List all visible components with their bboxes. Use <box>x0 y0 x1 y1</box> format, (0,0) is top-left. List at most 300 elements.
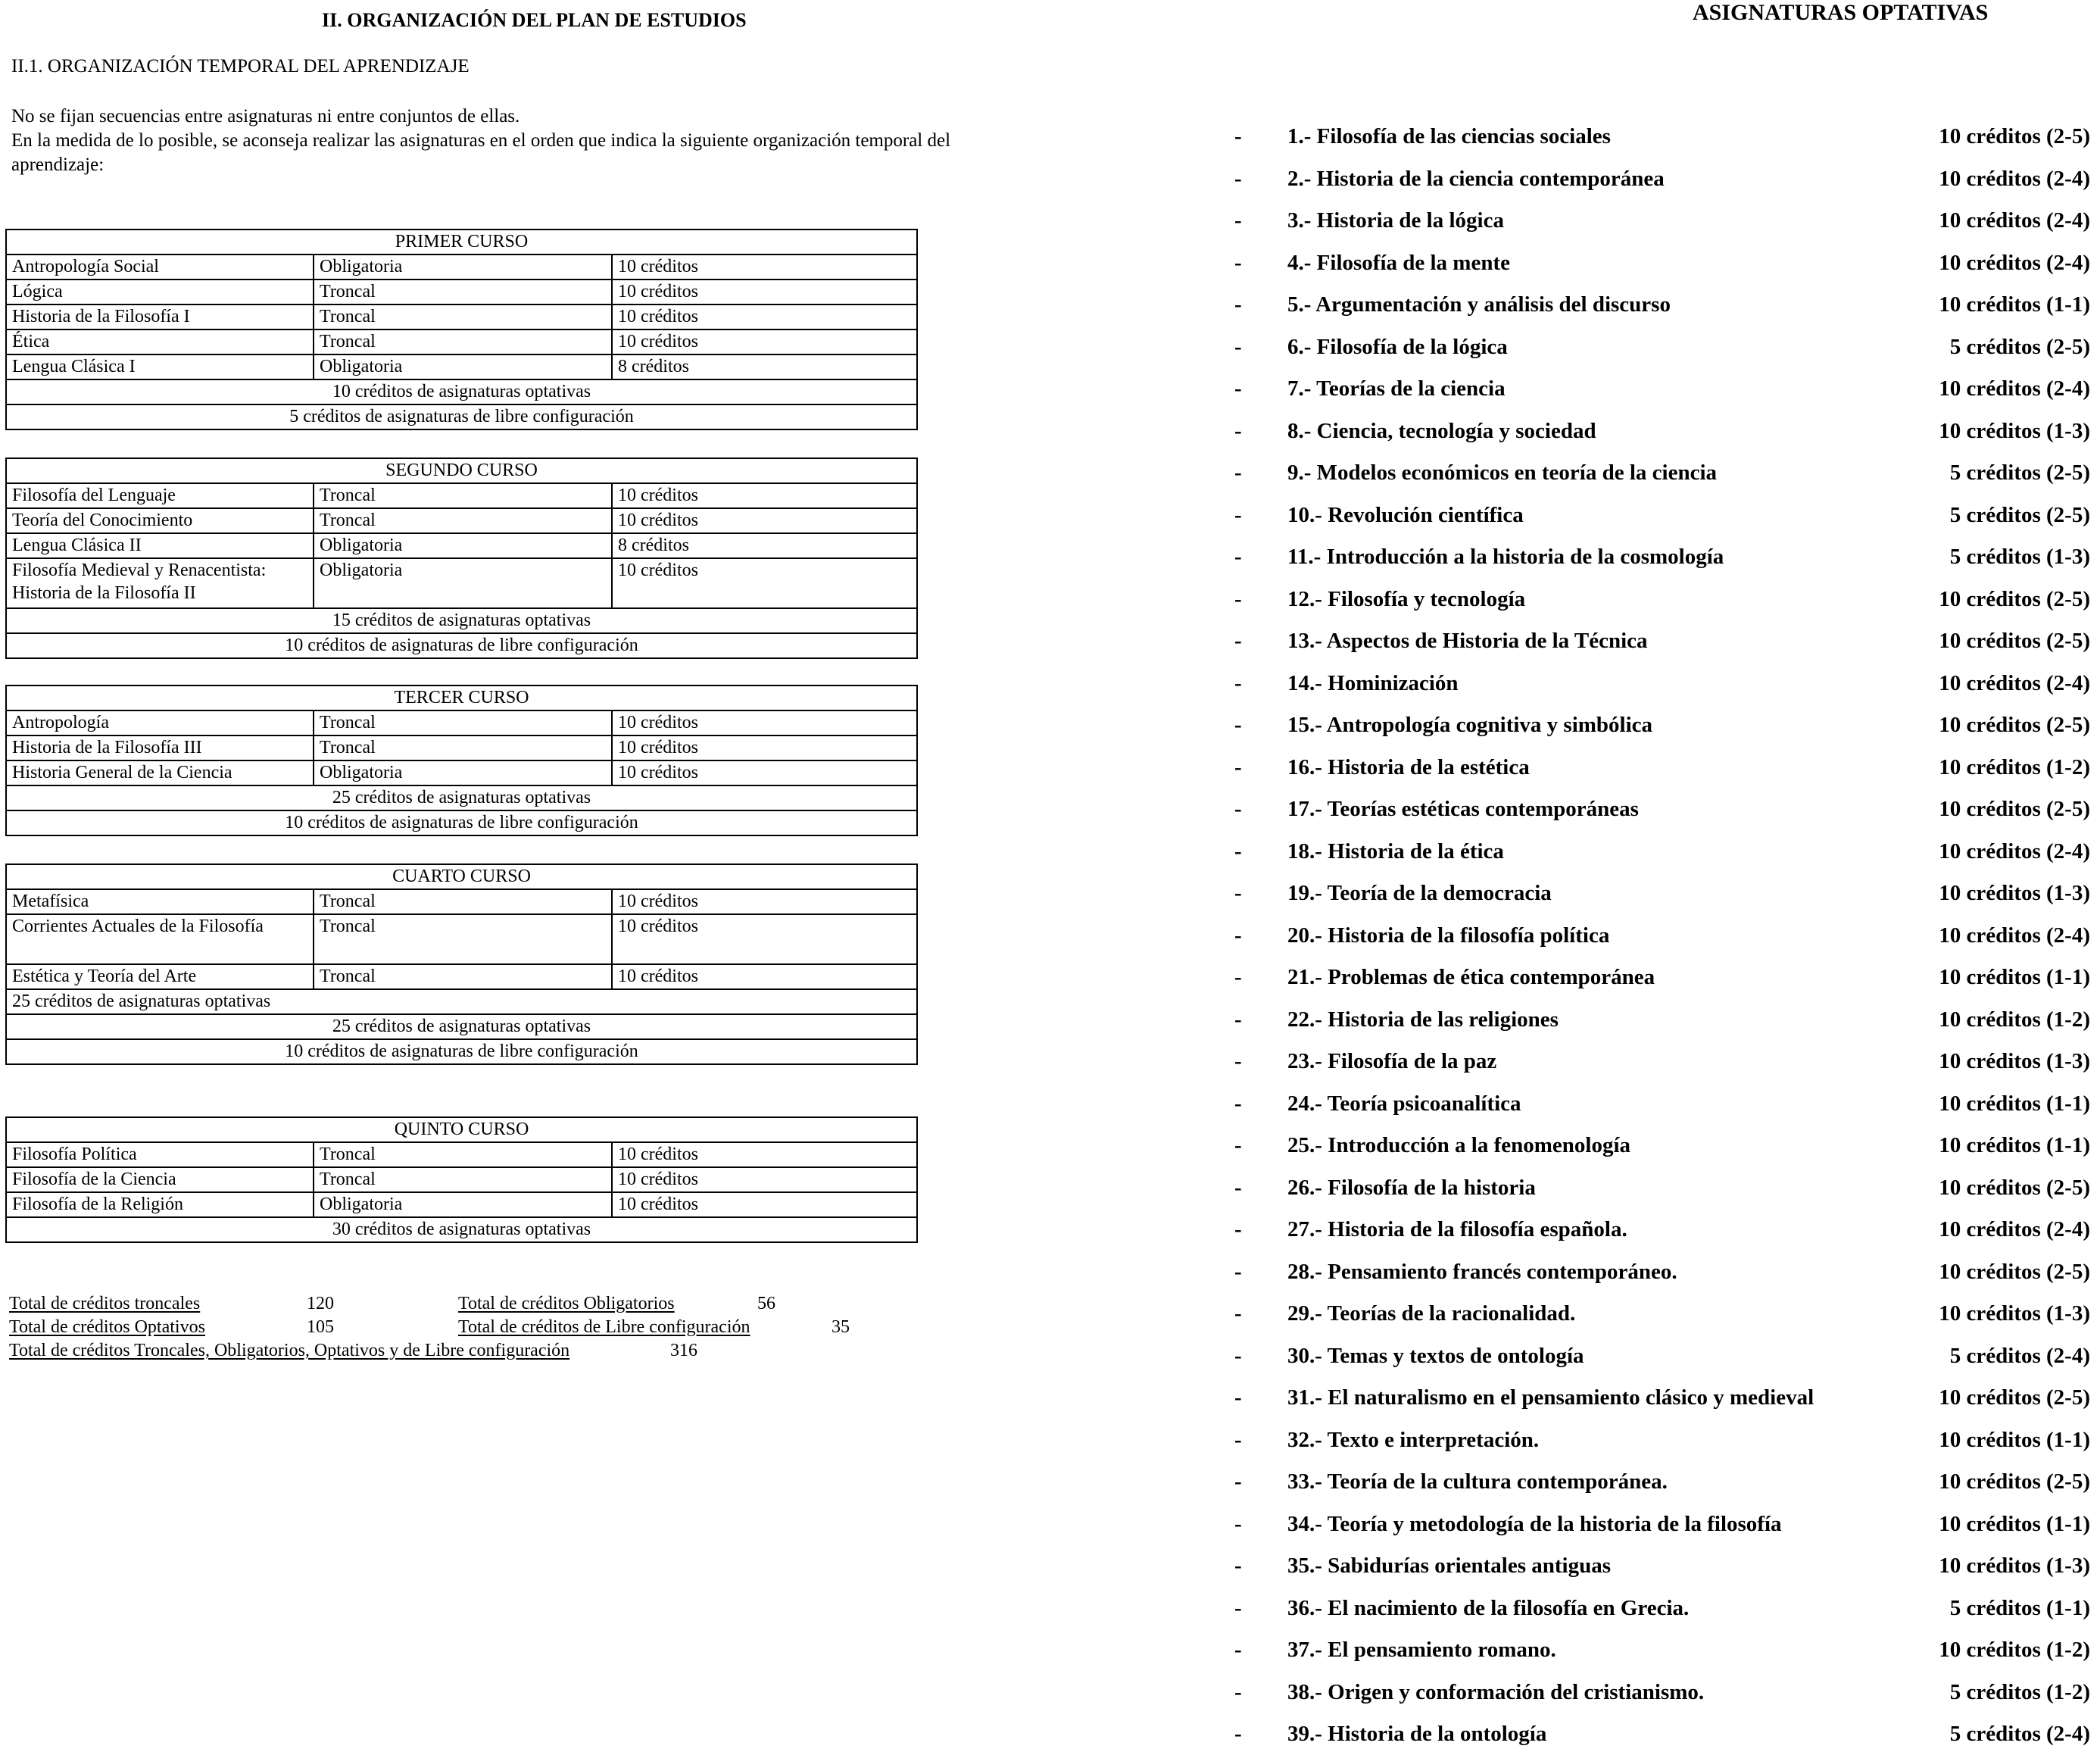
table-row <box>7 304 916 329</box>
course-table-segundo <box>5 458 918 659</box>
optativas-row: 10 créditos de asignaturas optativas <box>7 379 916 404</box>
credits-value: 10 créditos <box>1939 881 2041 905</box>
course-title: PRIMER CURSO <box>395 232 529 251</box>
elective-credits <box>1939 124 2090 149</box>
elective-name <box>1287 376 1506 401</box>
elective-number: 4.- <box>1287 251 1312 275</box>
credits-value: 10 créditos <box>1939 629 2041 653</box>
elective-title: Teorías de la ciencia <box>1316 376 1506 401</box>
credits-value: 10 créditos <box>1939 1049 2041 1073</box>
credits-value: 10 créditos <box>1939 419 2041 443</box>
elective-number: 28.- <box>1287 1260 1322 1284</box>
elective-title: Modelos económicos en teoría de la ciencia <box>1316 461 1718 485</box>
elective-name <box>1287 1176 1536 1201</box>
subject-cell: Teoría del Conocimiento <box>7 509 314 532</box>
elective-number: 20.- <box>1287 923 1322 948</box>
table-row <box>7 1141 916 1166</box>
elective-title: El naturalismo en el pensamiento clásico y medieval <box>1328 1385 1814 1410</box>
course-code: (1-1) <box>2046 1133 2090 1157</box>
optativas-row: 25 créditos de asignaturas optativas <box>7 785 916 810</box>
list-item <box>1234 376 2090 407</box>
elective-number: 16.- <box>1287 755 1322 779</box>
course-code: (2-4) <box>2046 376 2090 401</box>
subject-cell: Ética <box>7 330 314 354</box>
credits-value: 10 créditos <box>1939 376 2041 401</box>
elective-credits <box>1939 629 2090 654</box>
elective-title: Teoría y metodología de la historia de la filosofía <box>1327 1512 1782 1536</box>
type-cell: Obligatoria <box>314 559 613 607</box>
elective-credits <box>1950 1344 2090 1369</box>
elective-name <box>1287 1260 1677 1285</box>
subject-cell: Filosofía de la Ciencia <box>7 1168 314 1191</box>
elective-name <box>1287 1512 1782 1537</box>
type-cell: Troncal <box>314 330 613 354</box>
course-title: QUINTO CURSO <box>394 1120 529 1139</box>
credits-value: 5 créditos <box>1949 1344 2041 1368</box>
list-item <box>1234 839 2090 870</box>
credits-value: 10 créditos <box>1939 755 2041 779</box>
elective-title: Historia de la lógica <box>1316 208 1504 233</box>
course-code: (2-5) <box>2046 1176 2090 1200</box>
elective-credits <box>1939 1638 2090 1663</box>
plan-heading: II. ORGANIZACIÓN DEL PLAN DE ESTUDIOS <box>322 9 747 31</box>
bullet-dash: - <box>1234 965 1242 989</box>
elective-number: 33.- <box>1287 1469 1322 1494</box>
list-item <box>1234 292 2090 323</box>
elective-name <box>1287 1385 1814 1410</box>
bullet-dash: - <box>1234 671 1242 695</box>
elective-number: 37.- <box>1287 1638 1322 1662</box>
elective-title: Sabidurías orientales antiguas <box>1328 1554 1612 1578</box>
credits-value: 10 créditos <box>1939 965 2041 989</box>
list-item <box>1234 1344 2090 1374</box>
elective-number: 36.- <box>1287 1596 1322 1620</box>
bullet-dash: - <box>1234 587 1242 611</box>
elective-number: 27.- <box>1287 1217 1322 1241</box>
elective-name <box>1287 1344 1584 1369</box>
credits-value: 5 créditos <box>1949 335 2041 359</box>
elective-name <box>1287 671 1459 696</box>
elective-credits <box>1939 1176 2090 1201</box>
list-item <box>1234 1091 2090 1122</box>
list-item <box>1234 923 2090 954</box>
elective-title: Filosofía de las ciencias sociales <box>1316 124 1611 148</box>
list-item <box>1234 503 2090 533</box>
subject-cell: Filosofía Medieval y Renacentista: Historia de la Filosofía II <box>7 559 314 607</box>
bullet-dash: - <box>1234 545 1242 569</box>
type-cell: Obligatoria <box>314 534 613 557</box>
elective-credits <box>1939 292 2090 317</box>
elective-name <box>1287 797 1639 822</box>
course-table-tercer <box>5 685 918 836</box>
elective-number: 7.- <box>1287 376 1312 401</box>
bullet-dash: - <box>1234 1091 1242 1116</box>
type-cell: Troncal <box>314 484 613 507</box>
credits-value: 10 créditos <box>1939 923 2041 948</box>
bullet-dash: - <box>1234 376 1242 401</box>
list-item <box>1234 419 2090 449</box>
elective-name <box>1287 1428 1539 1453</box>
elective-title: Problemas de ética contemporánea <box>1328 965 1655 989</box>
elective-credits <box>1950 545 2090 570</box>
table-row <box>7 279 916 304</box>
course-code: (1-3) <box>2046 881 2090 905</box>
elective-title: Texto e interpretación. <box>1327 1428 1540 1452</box>
credits-value: 10 créditos <box>1939 124 2041 148</box>
total-obligatorios-label: Total de créditos Obligatorios <box>458 1294 675 1313</box>
libre-row: 10 créditos de asignaturas de libre configuración <box>7 632 916 657</box>
course-code: (2-5) <box>2046 713 2090 737</box>
subject-cell: Lengua Clásica II <box>7 534 314 557</box>
elective-name <box>1287 1554 1611 1579</box>
elective-credits <box>1939 1133 2090 1158</box>
bullet-dash: - <box>1234 1260 1242 1284</box>
elective-number: 2.- <box>1287 167 1312 191</box>
elective-number: 1.- <box>1287 124 1312 148</box>
table-row <box>7 254 916 279</box>
elective-number: 13.- <box>1287 629 1322 653</box>
total-libre-value: 35 <box>832 1317 850 1337</box>
elective-title: Filosofía de la paz <box>1328 1049 1497 1073</box>
elective-title: Teorías estéticas contemporáneas <box>1327 797 1639 821</box>
table-row <box>7 760 916 785</box>
course-code: (2-5) <box>2046 797 2090 821</box>
subject-cell: Lengua Clásica I <box>7 355 314 379</box>
credits-cell: 10 créditos <box>618 307 698 326</box>
elective-credits <box>1939 923 2090 948</box>
elective-number: 3.- <box>1287 208 1312 233</box>
elective-title: Historia de la ciencia contemporánea <box>1316 167 1665 191</box>
credits-value: 10 créditos <box>1939 839 2041 864</box>
elective-name <box>1287 251 1510 276</box>
bullet-dash: - <box>1234 839 1242 864</box>
credits-value: 10 créditos <box>1939 797 2041 821</box>
total-libre-label: Total de créditos de Libre configuración <box>458 1317 750 1337</box>
bullet-dash: - <box>1234 1133 1242 1157</box>
elective-title: Historia de la filosofía española. <box>1328 1217 1627 1241</box>
course-code: (2-4) <box>2046 208 2090 233</box>
list-item <box>1234 713 2090 743</box>
elective-title: Introducción a la historia de la cosmología <box>1326 545 1724 569</box>
bullet-dash: - <box>1234 629 1242 653</box>
subject-cell: Filosofía del Lenguaje <box>7 484 314 507</box>
bullet-dash: - <box>1234 124 1242 148</box>
credits-value: 10 créditos <box>1939 167 2041 191</box>
subject-cell: Corrientes Actuales de la Filosofía <box>7 915 314 963</box>
elective-name <box>1287 1638 1556 1663</box>
credits-value: 10 créditos <box>1939 1385 2041 1410</box>
bullet-dash: - <box>1234 713 1242 737</box>
elective-number: 22.- <box>1287 1007 1322 1032</box>
elective-name <box>1287 1133 1630 1158</box>
subject-cell: Lógica <box>7 280 314 304</box>
elective-title: Historia de la ontología <box>1328 1722 1547 1746</box>
subject-cell: Filosofía de la Religión <box>7 1193 314 1216</box>
table-row <box>7 532 916 557</box>
bullet-dash: - <box>1234 923 1242 948</box>
credits-value: 5 créditos <box>1949 545 2041 569</box>
credits-value: 5 créditos <box>1949 1680 2041 1704</box>
elective-title: Revolución científica <box>1328 503 1524 527</box>
bullet-dash: - <box>1234 1638 1242 1662</box>
credits-value: 10 créditos <box>1939 1554 2041 1578</box>
elective-credits <box>1939 839 2090 864</box>
total-optativos-label: Total de créditos Optativos <box>9 1317 205 1337</box>
elective-credits <box>1950 1596 2090 1621</box>
table-row <box>7 557 916 607</box>
elective-title: Introducción a la fenomenología <box>1328 1133 1631 1157</box>
libre-row: 10 créditos de asignaturas de libre configuración <box>7 810 916 835</box>
elective-title: Antropología cognitiva y simbólica <box>1326 713 1653 737</box>
subject-cell: Historia de la Filosofía III <box>7 736 314 760</box>
elective-number: 35.- <box>1287 1554 1322 1578</box>
elective-name <box>1287 419 1596 444</box>
subject-cell: Filosofía Política <box>7 1143 314 1166</box>
course-code: (2-4) <box>2046 839 2090 864</box>
elective-name <box>1287 1217 1627 1242</box>
elective-name <box>1287 923 1609 948</box>
elective-name <box>1287 1049 1496 1074</box>
table-row <box>7 1191 916 1216</box>
course-code: (2-4) <box>2046 1217 2090 1241</box>
elective-credits <box>1939 797 2090 822</box>
elective-name <box>1287 1007 1559 1032</box>
elective-name <box>1287 587 1525 612</box>
type-cell: Obligatoria <box>314 1193 613 1216</box>
elective-number: 6.- <box>1287 335 1312 359</box>
credits-value: 5 créditos <box>1949 503 2041 527</box>
credits-cell: 10 créditos <box>618 486 698 505</box>
elective-credits <box>1939 587 2090 612</box>
elective-title: Argumentación y análisis del discurso <box>1315 292 1671 317</box>
course-title: SEGUNDO CURSO <box>385 461 538 480</box>
type-cell: Obligatoria <box>314 255 613 279</box>
course-code: (2-4) <box>2046 923 2090 948</box>
credits-cell: 10 créditos <box>618 1170 698 1189</box>
list-item <box>1234 1385 2090 1416</box>
optativas-row: 15 créditos de asignaturas optativas <box>7 607 916 632</box>
course-code: (2-4) <box>2046 1722 2090 1746</box>
elective-name <box>1287 124 1611 149</box>
course-code: (1-1) <box>2046 1512 2090 1536</box>
course-code: (2-4) <box>2046 167 2090 191</box>
course-code: (2-4) <box>2046 1344 2090 1368</box>
credits-value: 10 créditos <box>1939 1217 2041 1241</box>
elective-title: Ciencia, tecnología y sociedad <box>1316 419 1596 443</box>
credits-cell: 10 créditos <box>618 282 698 301</box>
course-code: (1-3) <box>2046 1049 2090 1073</box>
libre-row: 10 créditos de asignaturas de libre configuración <box>7 1038 916 1063</box>
elective-credits <box>1939 251 2090 276</box>
credits-cell: 10 créditos <box>618 511 698 530</box>
type-cell: Troncal <box>314 305 613 329</box>
intro-line-2: En la medida de lo posible, se aconseja realizar las asignaturas en el orden que indica la siguiente organización temporal del <box>11 130 951 151</box>
intro-line-3: aprendizaje: <box>11 155 105 175</box>
credits-value: 10 créditos <box>1939 1512 2041 1536</box>
bullet-dash: - <box>1234 1680 1242 1704</box>
type-cell: Obligatoria <box>314 355 613 379</box>
elective-name <box>1287 1722 1546 1747</box>
credits-cell: 10 créditos <box>618 713 698 732</box>
elective-name <box>1287 545 1724 570</box>
credits-value: 10 créditos <box>1939 292 2041 317</box>
course-code: (2-5) <box>2046 124 2090 148</box>
bullet-dash: - <box>1234 797 1242 821</box>
bullet-dash: - <box>1234 1385 1242 1410</box>
course-code: (1-3) <box>2046 419 2090 443</box>
elective-title: Teorías de la racionalidad. <box>1327 1301 1576 1326</box>
list-item <box>1234 208 2090 239</box>
elective-credits <box>1939 1260 2090 1285</box>
credits-cell: 10 créditos <box>618 967 698 986</box>
list-item <box>1234 1260 2090 1290</box>
elective-name <box>1287 503 1524 528</box>
type-cell: Obligatoria <box>314 761 613 785</box>
bullet-dash: - <box>1234 881 1242 905</box>
credits-cell: 10 créditos <box>618 738 698 757</box>
table-row <box>7 963 916 988</box>
bullet-dash: - <box>1234 1428 1242 1452</box>
elective-number: 25.- <box>1287 1133 1322 1157</box>
type-cell: Troncal <box>314 890 613 913</box>
elective-credits <box>1939 419 2090 444</box>
optativas-row: 30 créditos de asignaturas optativas <box>7 1216 916 1241</box>
course-code: (1-1) <box>2046 1091 2090 1116</box>
bullet-dash: - <box>1234 167 1242 191</box>
elective-number: 5.- <box>1287 292 1312 317</box>
elective-title: Historia de la filosofía política <box>1328 923 1610 948</box>
credits-value: 10 créditos <box>1939 1428 2041 1452</box>
elective-title: Historia de la ética <box>1328 839 1504 864</box>
elective-number: 15.- <box>1287 713 1322 737</box>
total-obligatorios-value: 56 <box>757 1294 775 1313</box>
bullet-dash: - <box>1234 1554 1242 1578</box>
type-cell: Troncal <box>314 1143 613 1166</box>
list-item <box>1234 1428 2090 1458</box>
list-item <box>1234 797 2090 827</box>
list-item <box>1234 167 2090 197</box>
list-item <box>1234 1301 2090 1332</box>
elective-name <box>1287 1596 1689 1621</box>
list-item <box>1234 881 2090 911</box>
course-table-cuarto <box>5 864 918 1065</box>
bullet-dash: - <box>1234 1469 1242 1494</box>
list-item <box>1234 587 2090 617</box>
credits-value: 10 créditos <box>1939 1638 2041 1662</box>
credits-cell: 10 créditos <box>618 561 698 580</box>
elective-number: 26.- <box>1287 1176 1322 1200</box>
elective-name <box>1287 1469 1668 1494</box>
list-item <box>1234 1722 2090 1752</box>
optativas-row: 25 créditos de asignaturas optativas <box>7 1013 916 1038</box>
bullet-dash: - <box>1234 1344 1242 1368</box>
course-code: (2-5) <box>2046 461 2090 485</box>
bullet-dash: - <box>1234 1049 1242 1073</box>
credits-cell: 8 créditos <box>618 536 689 555</box>
elective-credits <box>1950 335 2090 360</box>
total-all-value: 316 <box>670 1341 697 1360</box>
course-table-primer <box>5 229 918 430</box>
elective-credits <box>1939 755 2090 780</box>
elective-number: 12.- <box>1287 587 1322 611</box>
list-item <box>1234 251 2090 281</box>
subject-cell: Estética y Teoría del Arte <box>7 965 314 988</box>
elective-credits <box>1950 503 2090 528</box>
course-code: (2-5) <box>2046 503 2090 527</box>
subject-cell: Antropología <box>7 711 314 735</box>
elective-title: Teoría de la democracia <box>1327 881 1552 905</box>
credits-value: 10 créditos <box>1939 587 2041 611</box>
credits-cell: 10 créditos <box>618 917 698 936</box>
elective-credits <box>1939 1007 2090 1032</box>
elective-title: Pensamiento francés contemporáneo. <box>1328 1260 1677 1284</box>
bullet-dash: - <box>1234 208 1242 233</box>
list-item <box>1234 1469 2090 1500</box>
list-item <box>1234 671 2090 701</box>
type-cell: Troncal <box>314 915 613 963</box>
table-row <box>7 507 916 532</box>
bullet-dash: - <box>1234 251 1242 275</box>
list-item <box>1234 1049 2090 1079</box>
elective-number: 14.- <box>1287 671 1322 695</box>
elective-name <box>1287 881 1552 906</box>
elective-credits <box>1939 1428 2090 1453</box>
table-row <box>7 483 916 507</box>
bullet-dash: - <box>1234 1722 1242 1746</box>
list-item <box>1234 1133 2090 1163</box>
bullet-dash: - <box>1234 419 1242 443</box>
total-optativos-value: 105 <box>307 1317 334 1337</box>
bullet-dash: - <box>1234 1596 1242 1620</box>
elective-name <box>1287 461 1717 486</box>
credits-cell: 10 créditos <box>618 763 698 782</box>
credits-value: 10 créditos <box>1939 1133 2041 1157</box>
credits-value: 5 créditos <box>1949 461 2041 485</box>
course-code: (1-3) <box>2046 1554 2090 1578</box>
elective-title: Historia de las religiones <box>1328 1007 1559 1032</box>
course-table-quinto <box>5 1116 918 1243</box>
elective-number: 29.- <box>1287 1301 1322 1326</box>
table-row <box>7 888 916 913</box>
list-item <box>1234 1596 2090 1626</box>
elective-credits <box>1939 1469 2090 1494</box>
elective-number: 11.- <box>1287 545 1321 569</box>
elective-number: 18.- <box>1287 839 1322 864</box>
elective-credits <box>1950 1722 2090 1747</box>
elective-number: 17.- <box>1287 797 1322 821</box>
section-subheading: II.1. ORGANIZACIÓN TEMPORAL DEL APRENDIZAJE <box>11 56 470 77</box>
elective-credits <box>1950 461 2090 486</box>
elective-number: 9.- <box>1287 461 1312 485</box>
type-cell: Troncal <box>314 509 613 532</box>
elective-number: 8.- <box>1287 419 1312 443</box>
type-cell: Troncal <box>314 965 613 988</box>
list-item <box>1234 545 2090 575</box>
elective-credits <box>1939 1091 2090 1116</box>
bullet-dash: - <box>1234 1301 1242 1326</box>
list-item <box>1234 1638 2090 1668</box>
elective-name <box>1287 965 1655 990</box>
table-row <box>7 913 916 963</box>
elective-title: Filosofía de la lógica <box>1316 335 1508 359</box>
table-row <box>7 329 916 354</box>
elective-credits <box>1939 965 2090 990</box>
credits-value: 5 créditos <box>1949 1596 2041 1620</box>
elective-credits <box>1939 1385 2090 1410</box>
elective-name <box>1287 208 1504 233</box>
elective-title: Hominización <box>1328 671 1459 695</box>
elective-credits <box>1939 1512 2090 1537</box>
